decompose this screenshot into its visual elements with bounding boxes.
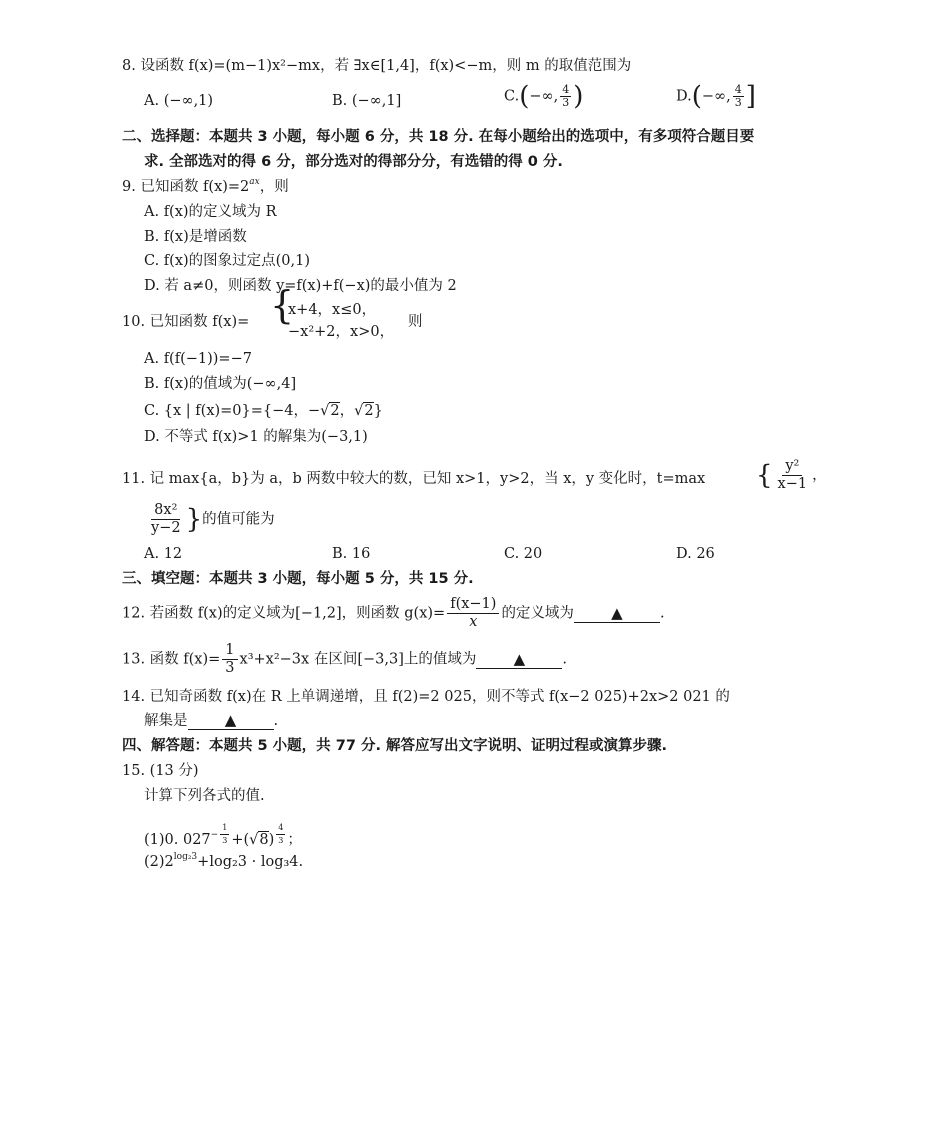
- q10-option-b: B. f(x)的值域为(−∞,4]: [144, 376, 297, 392]
- q8-stem: 8. 设函数 f(x)=(m−1)x²−mx，若 ∃x∈[1,4]，f(x)<−m，则 m 的取值范围为: [122, 58, 632, 74]
- q11-option-d: D. 26: [676, 546, 715, 562]
- q10-brace: {: [270, 283, 295, 327]
- q9-option-b: B. f(x)是增函数: [144, 229, 247, 245]
- q12-line: 12. 若函数 f(x)的定义域为[−1,2]，则函数 g(x)= $\frac{f(x-1)}{x}$ 的定义域为 ▲ .: [122, 596, 665, 630]
- q15-part-1: (1)0. $027^{- \frac{1}{3}}$ +(√8) $^{\frac{4}{3}}$ ；: [144, 823, 302, 848]
- q15-intro: 计算下列各式的值.: [144, 788, 265, 804]
- q9-stem: 9. 已知函数 $f(x)=2^{ax}$，则: [122, 177, 289, 195]
- q11-frac-2: $\frac{\text{8x²}}{y-2}$ }的值可能为: [151, 502, 275, 536]
- q9-option-a: A. f(x)的定义域为 R: [144, 204, 277, 220]
- q10-option-d: D. 不等式 f(x)>1 的解集为(−3,1): [144, 429, 368, 445]
- q8-option-d: D.(−∞, $\frac{4}{3}$ ]: [676, 81, 756, 112]
- q10-stem-end: 则: [408, 314, 423, 330]
- q11-stem: 11. 记 max{a，b}为 a，b 两数中较大的数，已知 x>1，y>2，当 x，y 变化时，t=max: [122, 471, 706, 487]
- section-3-heading: 三、填空题：本题共 3 小题，每小题 5 分，共 15 分.: [122, 571, 474, 587]
- q9-option-d: D. 若 a≠0，则函数 y=f(x)+f(−x)的最小值为 2: [144, 278, 457, 294]
- q8-option-c: C.(−∞, $\frac{4}{3}$ ): [504, 81, 584, 112]
- q10-case-2: −x²+2，x>0，: [288, 324, 395, 340]
- q11-option-c: C. 20: [504, 546, 543, 562]
- q13-answer-blank[interactable]: ▲: [476, 651, 562, 669]
- q14-line-1: 14. 已知奇函数 f(x)在 R 上单调递增，且 f(2)=2 025，则不等式 f(x−2 025)+2x>2 021 的: [122, 689, 730, 705]
- q9-option-c: C. f(x)的图象过定点(0,1): [144, 253, 311, 269]
- section-4-heading: 四、解答题：本题共 5 小题，共 77 分. 解答应写出文字说明、证明过程或演算步骤.: [122, 738, 668, 754]
- q10-option-a: A. f(f(−1))=−7: [144, 351, 252, 367]
- q8-option-b: B. (−∞,1]: [332, 93, 402, 109]
- q15-part-2: $(2)2^{log_23}+\log_23 \cdot \log_34$.: [144, 852, 304, 870]
- q11-option-a: A. 12: [144, 546, 183, 562]
- q10-stem: 10. 已知函数 f(x)=: [122, 314, 250, 330]
- q10-option-c: C. {x | f(x)=0}={−4，−√2，√2}: [144, 403, 383, 419]
- section-2-heading-cont: 求. 全部选对的得 6 分，部分选对的得部分分，有选错的得 0 分.: [144, 154, 563, 170]
- q13-line: 13. 函数 f(x)= $\frac{1}{3}$ x³+x²−3x 在区间[−3,3]上的值域为 ▲ .: [122, 642, 567, 676]
- q14-answer-blank[interactable]: ▲: [188, 712, 274, 730]
- q15-heading: 15. (13 分): [122, 763, 199, 779]
- section-2-heading: 二、选择题：本题共 3 小题，每小题 6 分，共 18 分. 在每小题给出的选项中，有多项符合题目要: [122, 129, 755, 145]
- q14-line-2: 解集是 ▲ .: [144, 711, 279, 729]
- q8-option-a: A. (−∞,1): [144, 93, 214, 109]
- q11-option-b: B. 16: [332, 546, 371, 562]
- q11-frac-1: { $\frac{\text{y²}}{x-1}$ ，: [756, 458, 827, 492]
- q12-answer-blank[interactable]: ▲: [574, 605, 660, 623]
- q10-case-1: x+4，x≤0，: [288, 302, 377, 318]
